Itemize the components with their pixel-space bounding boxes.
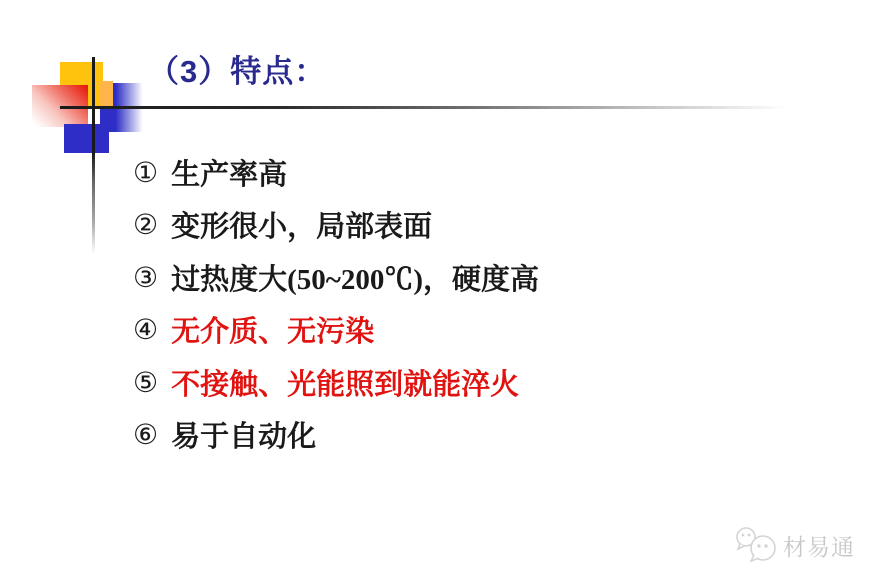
item-text: 易于自动化 bbox=[171, 421, 317, 454]
list-item bbox=[133, 199, 539, 252]
item-number: ② bbox=[133, 208, 159, 242]
list-item bbox=[133, 146, 539, 199]
item-text: 过热度大(50~200℃)，硬度高 bbox=[171, 263, 540, 296]
item-text: 生产率高 bbox=[171, 158, 288, 191]
list-item bbox=[133, 251, 539, 304]
list-item bbox=[133, 304, 539, 357]
ornament-orange-square bbox=[99, 81, 113, 107]
chat-bubbles-logo-icon bbox=[733, 523, 781, 568]
item-text: 变形很小，局部表面 bbox=[171, 211, 433, 244]
item-number: ⑤ bbox=[133, 365, 159, 399]
item-text: 不接触、光能照到就能淬火 bbox=[171, 368, 520, 401]
watermark bbox=[733, 523, 855, 568]
ornament-blue-square bbox=[64, 124, 109, 153]
slide-title: （3）特点： bbox=[148, 54, 327, 89]
ornament-horizontal-rule bbox=[60, 106, 835, 109]
feature-list bbox=[133, 146, 539, 461]
list-item bbox=[133, 409, 539, 462]
ornament-vertical-rule bbox=[92, 57, 95, 258]
item-text: 无介质、无污染 bbox=[171, 316, 375, 349]
watermark-brand-text: 材易通 bbox=[783, 535, 855, 560]
list-item bbox=[133, 356, 539, 409]
item-number: ⑥ bbox=[133, 418, 159, 452]
item-number: ④ bbox=[133, 313, 159, 347]
item-number: ③ bbox=[133, 260, 159, 294]
item-number: ① bbox=[133, 155, 159, 189]
